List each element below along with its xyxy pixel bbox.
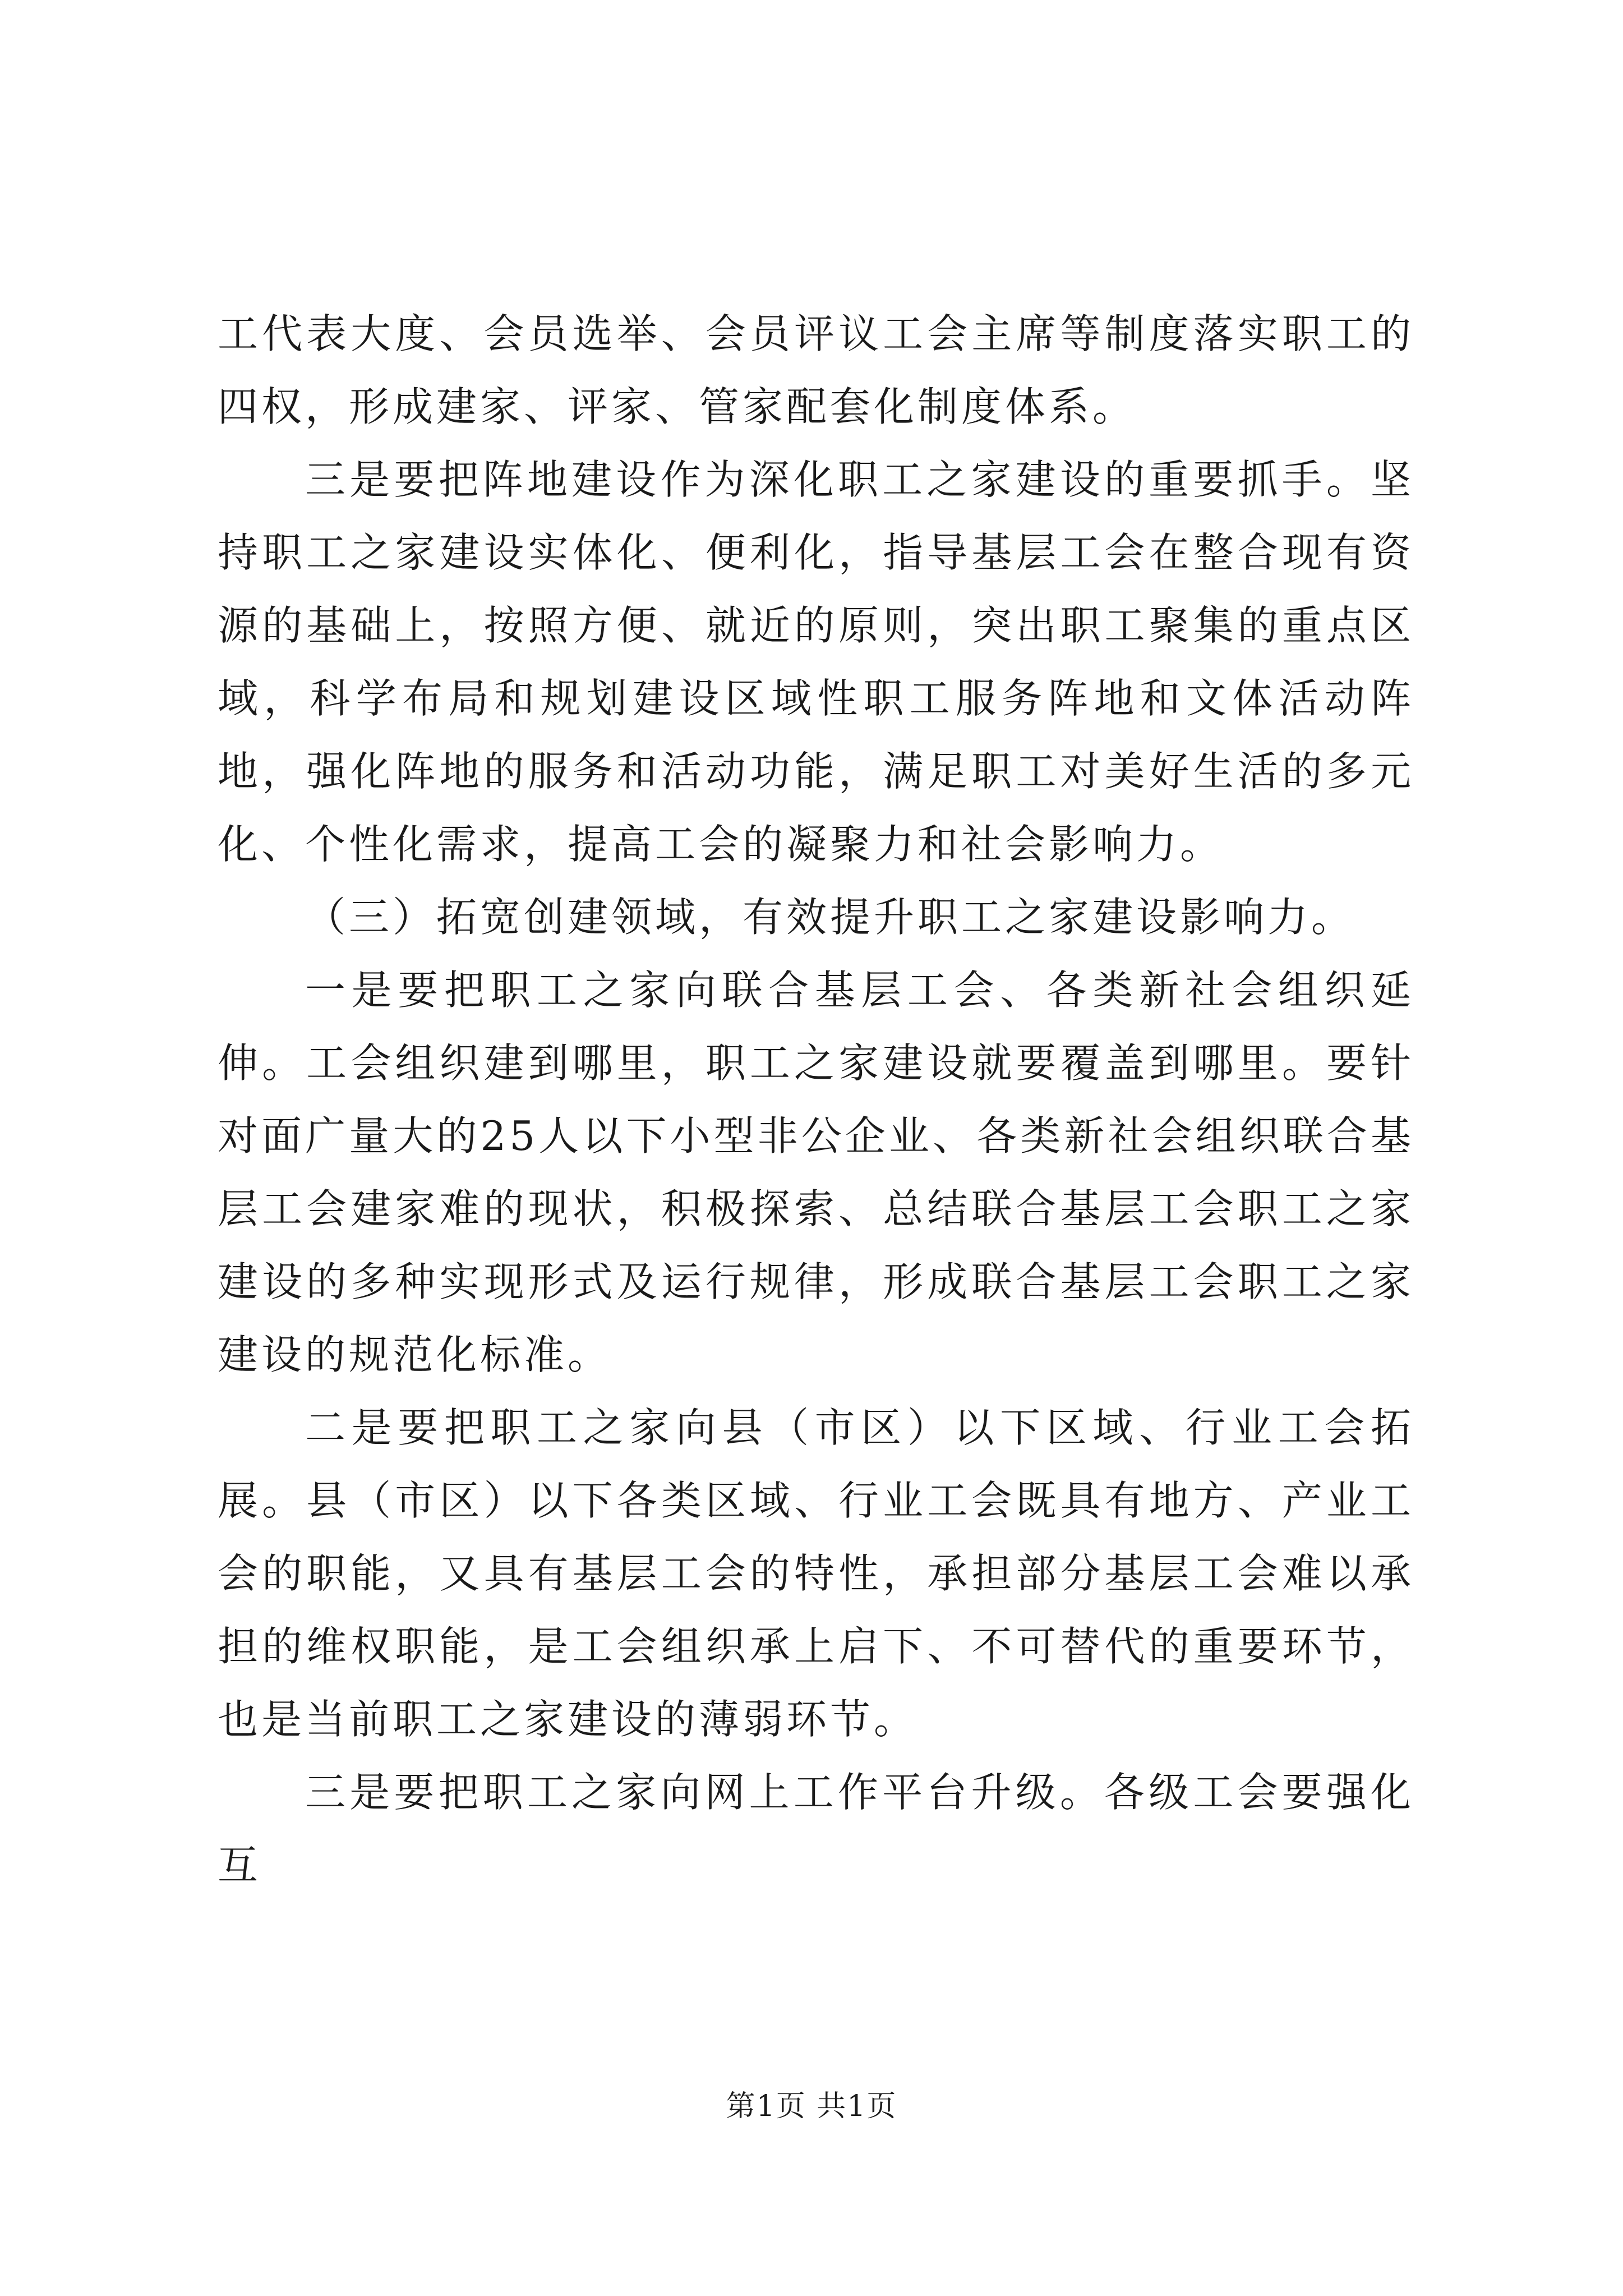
paragraph-joint-unions: 一是要把职工之家向联合基层工会、各类新社会组织延伸。工会组织建到哪里，职工之家建设就要覆盖到哪里。要针对面广量大的25人以下小型非公企业、各类新社会组织联合基层工会建家难的现状，积极探索、总结联合基层工会职工之家建设的多种实现形式及运行规律，形成联合基层工会职工之家建设的规范化标准。 bbox=[218, 967, 1414, 1378]
paragraph-continuation: 工代表大度、会员选举、会员评议工会主席等制度落实职工的四权，形成建家、评家、管家配套化制度体系。 bbox=[218, 310, 1414, 430]
document-body bbox=[218, 297, 1414, 1902]
paragraph-online-platform: 三是要把职工之家向网上工作平台升级。各级工会要强化互 bbox=[218, 1769, 1414, 1889]
paragraph-county-unions: 二是要把职工之家向县（市区）以下区域、行业工会拓展。县（市区）以下各类区域、行业工会既具有地方、产业工会的职能，又具有基层工会的特性，承担部分基层工会难以承担的维权职能，是工会组织承上启下、不可替代的重要环节，也是当前职工之家建设的薄弱环节。 bbox=[218, 1404, 1414, 1743]
section-heading-three: （三）拓宽创建领域，有效提升职工之家建设影响力。 bbox=[305, 894, 1355, 941]
page-number: 第1页 共1页 bbox=[726, 2090, 897, 2123]
paragraph-position-building: 三是要把阵地建设作为深化职工之家建设的重要抓手。坚持职工之家建设实体化、便利化，指导基层工会在整合现有资源的基础上，按照方便、就近的原则，突出职工聚集的重点区域，科学布局和规划建设区域性职工服务阵地和文体活动阵地，强化阵地的服务和活动功能，满足职工对美好生活的多元化、个性化需求，提高工会的凝聚力和社会影响力。 bbox=[218, 456, 1414, 868]
page-footer bbox=[0, 2087, 1623, 2126]
